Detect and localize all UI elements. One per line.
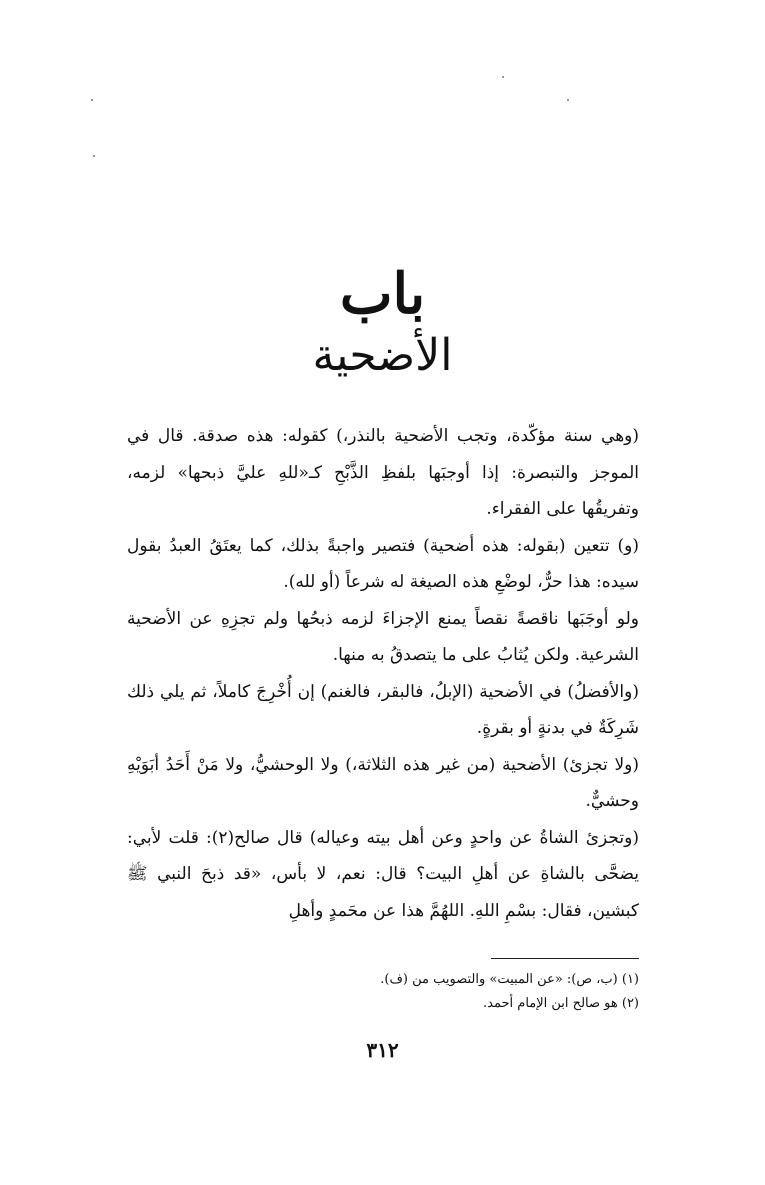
chapter-title: باب — [339, 261, 426, 327]
chapter-subtitle: الأضحية — [312, 330, 453, 381]
page-number: ٣١٢ — [366, 1038, 399, 1062]
scan-speck — [567, 99, 569, 101]
footnote-divider — [491, 958, 639, 959]
footnote: (٢) هو صالح ابن الإمام أحمد. — [483, 996, 639, 1011]
scan-speck — [91, 99, 93, 101]
main-text — [127, 418, 639, 929]
chapter-heading — [0, 262, 765, 384]
paragraph: (وهي سنة مؤكّدة، وتجب الأضحية بالنذر،) كقوله: هذه صدقة. قال في الموجز والتبصرة: إذا أوجبَها بلفظِ الذَّبْحِ كـ«للهِ عليَّ ذبحها» لزمه، وتفريقُها على الفقراء. — [127, 426, 639, 519]
footnotes — [127, 968, 639, 1016]
footnote: (١) (ب، ص): «عن المبيت» والتصويب من (ف). — [380, 972, 639, 987]
scan-speck — [93, 155, 95, 157]
paragraph: (و) تتعين (بقوله: هذه أضحية) فتصير واجبةً بذلك، كما يعتَقُ العبدُ بقول سيده: هذا حرٌّ، لوضْعِ هذه الصيغة له شرعاً (أو لله). — [127, 535, 639, 592]
scan-speck — [502, 76, 504, 78]
paragraph: (وتجزئ الشاةُ عن واحدٍ وعن أهل بيته وعياله) قال صالح(٢): قلت لأبي: يضحَّى بالشاةِ عن أهلِ البيت؟ قال: نعم، لا بأس، «قد ذبحَ النبي ﷺ كبشين، فقال: بسْمِ اللهِ. اللهُمَّ هذا عن محَمدٍ وأهلِ — [127, 827, 639, 921]
paragraph: (والأفضلُ) في الأضحية (الإبلُ، فالبقر، فالغنم) إن أُخْرِجَ كاملاً، ثم يلي ذلك شَرِكَةٌ في بدنةٍ أو بقرةٍ. — [127, 681, 639, 738]
paragraph: (ولا تجزئ) الأضحية (من غير هذه الثلاثة،) ولا الوحشيُّ، ولا مَنْ أَحَدُ أبَوَيْهِ وحشيٌّ. — [127, 754, 639, 811]
paragraph: ولو أوجَبَها ناقصةً نقصاً يمنع الإجزاءَ لزمه ذبحُها ولم تجزِهِ عن الأضحية الشرعية. ولكن يُثابُ على ما يتصدقُ به منها. — [127, 608, 639, 665]
